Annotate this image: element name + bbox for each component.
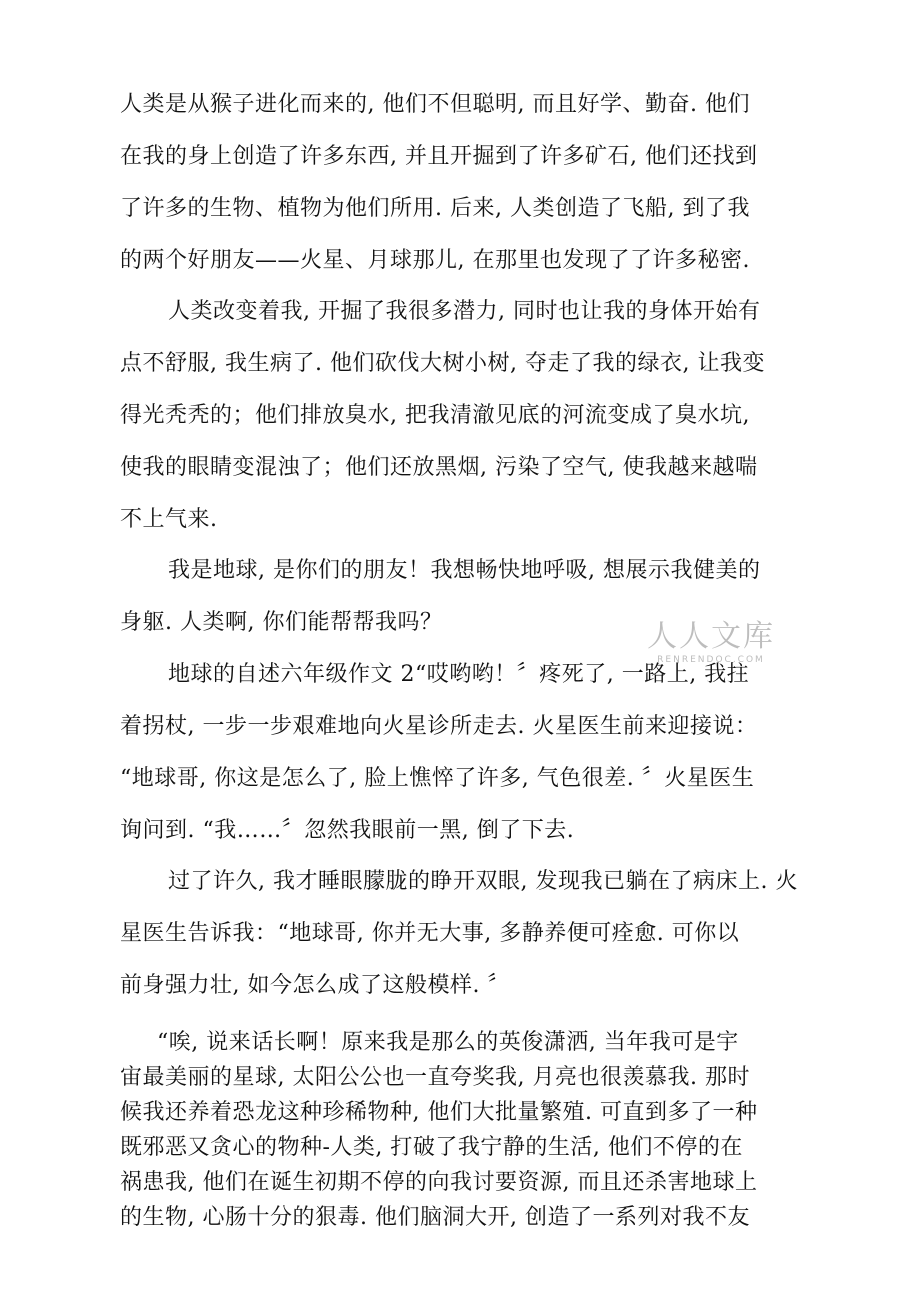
text-line: 宙最美丽的星球, 太阳公公也一直夸奖我, 月亮也很羡慕我. 那时 <box>120 1065 750 1090</box>
text-line: 的两个好朋友——火星、月球那儿, 在那里也发现了了许多秘密. <box>120 248 750 273</box>
text-line: 候我还养着恐龙这种珍稀物种, 他们大批量繁殖. 可直到多了一种 <box>120 1100 758 1125</box>
watermark-logo <box>646 620 776 666</box>
text-line: 在我的身上创造了许多东西, 并且开掘到了许多矿石, 他们还找到 <box>120 144 758 169</box>
text-line: 不上气来. <box>120 507 218 532</box>
text-line: 前身强力壮, 如今怎么成了这般模样. 〞 <box>120 973 510 998</box>
text-line: 点不舒服, 我生病了. 他们砍伐大树小树, 夺走了我的绿衣, 让我变 <box>120 351 765 376</box>
text-line: 身躯. 人类啊, 你们能帮帮我吗？ <box>120 610 443 635</box>
watermark-subtitle: RENRENDOC.COM <box>657 655 765 665</box>
text-line: 的生物, 心肠十分的狠毒. 他们脑洞大开, 创造了一系列对我不友 <box>120 1205 750 1230</box>
text-line: 询问到. “我……〞忽然我眼前一黑, 倒了下去. <box>120 818 575 843</box>
text-line: 着拐杖, 一步一步艰难地向火星诊所走去. 火星医生前来迎接说： <box>120 714 758 739</box>
text-line: 了许多的生物、植物为他们所用. 后来, 人类创造了飞船, 到了我 <box>120 196 750 221</box>
text-line: 我是地球, 是你们的朋友！我想畅快地呼吸, 想展示我健美的 <box>168 558 761 583</box>
text-line: 得光秃秃的；他们排放臭水, 把我清澈见底的河流变成了臭水坑, <box>120 403 750 428</box>
text-line: 祸患我, 他们在诞生初期不停的向我讨要资源, 而且还杀害地球上 <box>120 1170 758 1195</box>
text-line: 过了许久, 我才睡眼朦胧的睁开双眼, 发现我已躺在了病床上. 火 <box>168 869 798 894</box>
text-line: 使我的眼睛变混浊了；他们还放黑烟, 污染了空气, 使我越来越喘 <box>120 455 758 480</box>
text-line: “唉, 说来话长啊！原来我是那么的英俊潇洒, 当年我可是宇 <box>157 1030 739 1055</box>
watermark-title: 人人文库 <box>647 619 775 654</box>
text-line: 人类是从猴子进化而来的, 他们不但聪明, 而且好学、勤奋. 他们 <box>120 92 750 117</box>
text-line: 既邪恶又贪心的物种-人类, 打破了我宁静的生活, 他们不停的在 <box>120 1135 743 1160</box>
text-line: “地球哥, 你这是怎么了, 脸上憔悴了许多, 气色很差. 〞火星医生 <box>120 766 755 791</box>
text-line: 地球的自述六年级作文 2“哎哟哟！〞疼死了, 一路上, 我拄 <box>168 662 750 687</box>
text-line: 星医生告诉我：“地球哥, 你并无大事, 多静养便可痊愈. 可你以 <box>120 921 740 946</box>
text-line: 人类改变着我, 开掘了我很多潜力, 同时也让我的身体开始有 <box>168 299 761 324</box>
